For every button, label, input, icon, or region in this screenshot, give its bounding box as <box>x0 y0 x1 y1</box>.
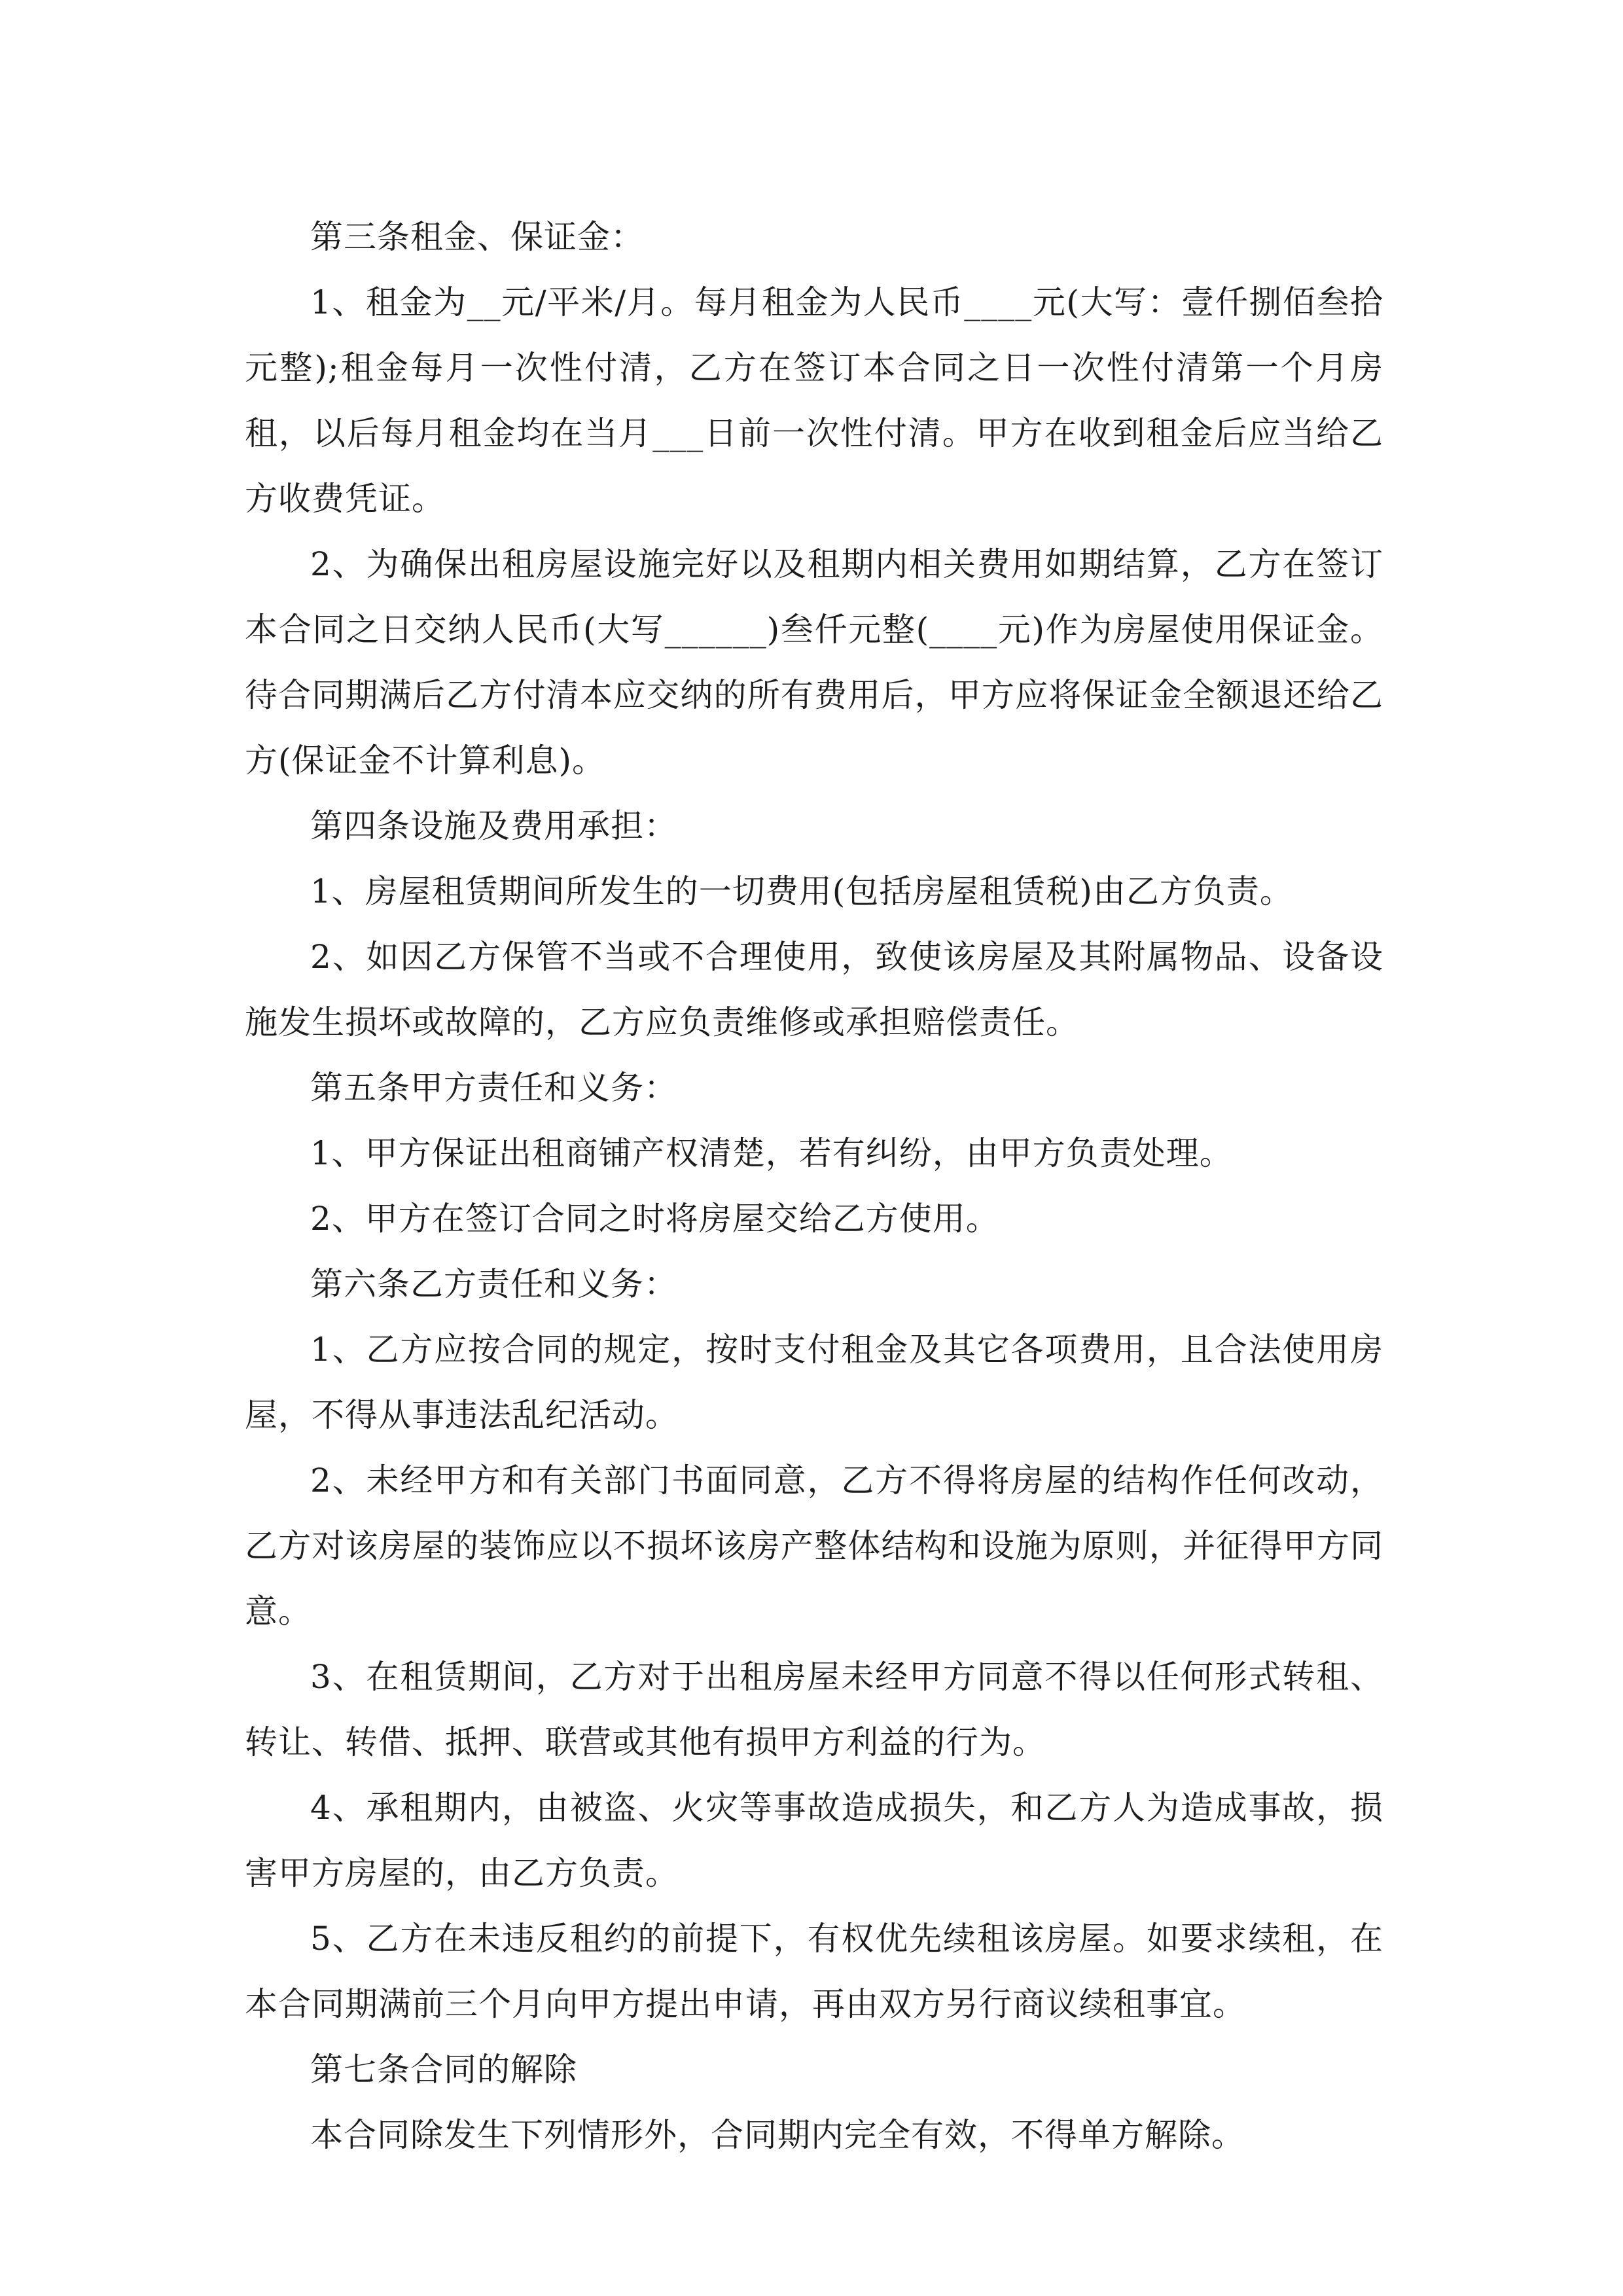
document-body <box>245 204 1383 2168</box>
clause-4-1-fees: 1、房屋租赁期间所发生的一切费用(包括房屋租赁税)由乙方负责。 <box>310 872 1293 910</box>
section-heading-article-4: 第四条设施及费用承担： <box>310 807 677 845</box>
clause-5-2-handover: 2、甲方在签订合同之时将房屋交给乙方使用。 <box>310 1200 999 1238</box>
section-heading-article-7: 第七条合同的解除 <box>310 2051 577 2089</box>
clause-6-5-renewal: 5、乙方在未违反租约的前提下，有权优先续租该房屋。如要求续租，在本合同期满前三个月向甲方提出申请，再由双方另行商议续租事宜。 <box>245 1920 1383 2023</box>
clause-6-2-alterations: 2、未经甲方和有关部门书面同意，乙方不得将房屋的结构作任何改动，乙方对该房屋的装饰应以不损坏该房产整体结构和设施为原则，并征得甲方同意。 <box>245 1462 1383 1630</box>
clause-3-2-deposit: 2、为确保出租房屋设施完好以及租期内相关费用如期结算，乙方在签订本合同之日交纳人民币(大写______)叁仟元整(____元)作为房屋使用保证金。待合同期满后乙方付清本应交纳的所有费用后，甲方应将保证金全额退还给乙方(保证金不计算利息)。 <box>245 545 1383 780</box>
clause-6-1-payment: 1、乙方应按合同的规定，按时支付租金及其它各项费用，且合法使用房屋，不得从事违法乱纪活动。 <box>245 1331 1383 1434</box>
clause-6-3-sublease: 3、在租赁期间，乙方对于出租房屋未经甲方同意不得以任何形式转租、转让、转借、抵押、联营或其他有损甲方利益的行为。 <box>245 1658 1383 1761</box>
clause-4-2-damage: 2、如因乙方保管不当或不合理使用，致使该房屋及其附属物品、设备设施发生损坏或故障的，乙方应负责维修或承担赔偿责任。 <box>245 938 1383 1041</box>
clause-6-4-liability: 4、承租期内，由被盗、火灾等事故造成损失，和乙方人为造成事故，损害甲方房屋的，由乙方负责。 <box>245 1789 1383 1892</box>
clause-5-1-ownership: 1、甲方保证出租商铺产权清楚，若有纠纷，由甲方负责处理。 <box>310 1134 1233 1172</box>
clause-7-intro: 本合同除发生下列情形外，合同期内完全有效，不得单方解除。 <box>310 2116 1245 2154</box>
section-heading-article-3: 第三条租金、保证金： <box>310 218 644 256</box>
section-heading-article-6: 第六条乙方责任和义务： <box>310 1265 677 1303</box>
clause-3-1-rent: 1、租金为__元/平米/月。每月租金为人民币____元(大写：壹仟捌佰叁拾元整);租金每月一次性付清，乙方在签订本合同之日一次性付清第一个月房租，以后每月租金均在当月___日前一次性付清。甲方在收到租金后应当给乙方收费凭证。 <box>245 283 1383 518</box>
section-heading-article-5: 第五条甲方责任和义务： <box>310 1069 677 1107</box>
